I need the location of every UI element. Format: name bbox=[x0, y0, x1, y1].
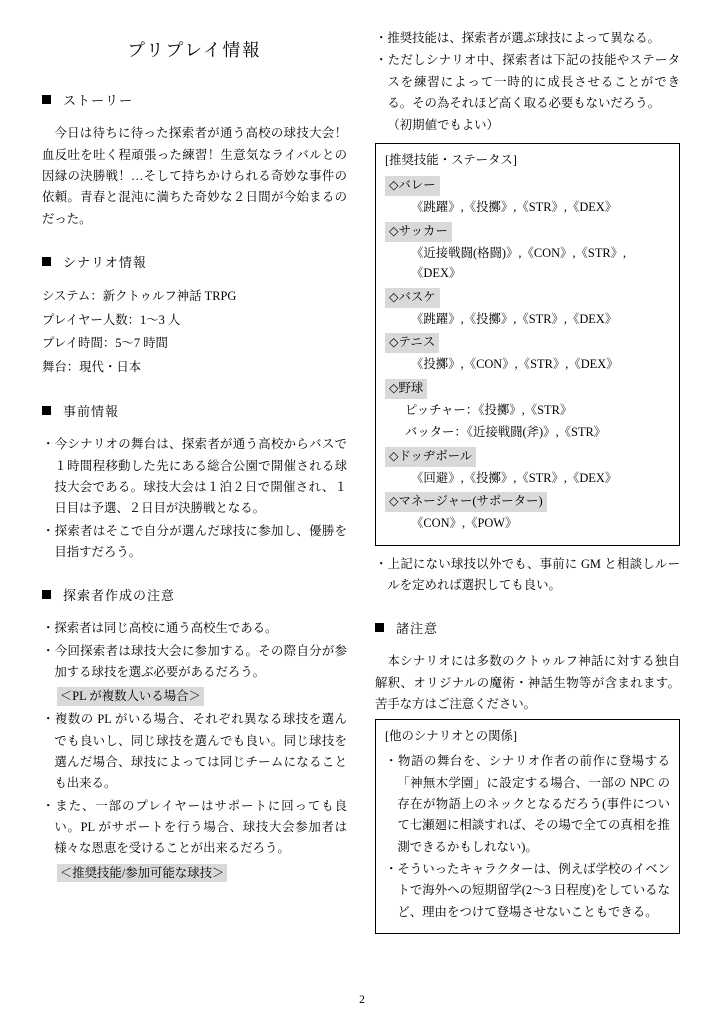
skill-entry-stats: 《投擲》,《CON》,《STR》,《DEX》 bbox=[411, 357, 619, 372]
skill-entry-stats: 《CON》,《POW》 bbox=[411, 516, 518, 531]
subheading-multi-pl bbox=[42, 686, 347, 706]
skill-entry-stats: 《回避》,《投擲》,《STR》,《DEX》 bbox=[411, 470, 618, 485]
skill-entry-name: ◇バスケ bbox=[385, 288, 440, 308]
skill-entry bbox=[385, 377, 670, 443]
section-heading-label: ストーリー bbox=[63, 93, 134, 109]
list-item: ・探索者は同じ高校に通う高校生である。 bbox=[42, 621, 278, 636]
list-item: ・物語の舞台を、シナリオ作者の前作に登場する「神無木学園」に設定する場合、一部の NPC の存在が物語上のネックとなるだろう(事件について七瀬廻に相談すれば、その場で全ての真相を推測できるかもしれない)。 bbox=[385, 754, 670, 854]
relation-box bbox=[375, 719, 680, 933]
two-column-layout bbox=[42, 28, 682, 968]
scenario-info-row: プレイ時間：5〜7 時間 bbox=[42, 336, 168, 351]
section-heading-label: 諸注意 bbox=[396, 621, 439, 637]
scenario-info-row: システム：新クトゥルフ神話 TRPG bbox=[42, 289, 237, 304]
note-initial-value: （初期値でもよい） bbox=[387, 118, 499, 133]
section-heading-pre-info bbox=[42, 401, 347, 422]
section-heading-label: 事前情報 bbox=[63, 404, 120, 420]
left-column bbox=[42, 28, 347, 968]
section-heading-label: シナリオ情報 bbox=[63, 255, 147, 271]
skill-entry-stats: 《跳躍》,《投擲》,《STR》,《DEX》 bbox=[411, 200, 618, 215]
skill-entry bbox=[385, 490, 670, 533]
skill-entry-name: ◇テニス bbox=[385, 333, 439, 353]
list-item: ・また、一部のプレイヤーはサポートに回っても良い。PL がサポートを行う場合、球技大会参加者は様々な恩恵を受けることが出来るだろう。 bbox=[42, 798, 347, 856]
skill-entry-stats: バッター：《近接戦闘(斧)》,《STR》 bbox=[404, 425, 607, 440]
list-item: ・探索者はそこで自分が選んだ球技に参加し、優勝を目指すだろう。 bbox=[42, 523, 347, 560]
list-item: ・推奨技能は、探索者が選ぶ球技によって異なる。 bbox=[375, 31, 660, 45]
skill-entry bbox=[385, 174, 670, 217]
box-title: [他のシナリオとの関係] bbox=[385, 729, 518, 744]
square-bullet-icon bbox=[42, 406, 51, 415]
page-number: 2 bbox=[359, 994, 365, 1006]
recommended-skills-box bbox=[375, 143, 680, 546]
square-bullet-icon bbox=[375, 623, 384, 632]
list-item: ・ただしシナリオ中、探索者は下記の技能やステータスを練習によって一時的に成長させることができる。その為それほど高く取る必要もないだろう。 bbox=[375, 53, 680, 110]
list-item: ・上記にない球技以外でも、事前に GM と相談しルールを定めれば選択しても良い。 bbox=[375, 556, 680, 593]
subheading-recommended-skills bbox=[42, 863, 347, 883]
square-bullet-icon bbox=[42, 257, 51, 266]
skill-entry-stats: 《近接戦闘(格闘)》,《CON》,《STR》,《DEX》 bbox=[411, 245, 627, 281]
skill-entry bbox=[385, 445, 670, 488]
list-item: ・複数の PL がいる場合、それぞれ異なる球技を選んでも良いし、同じ球技を選んでも良い。同じ球技を選んだ場合、球技によっては同じチームになることも出来る。 bbox=[42, 712, 347, 791]
list-item: ・そういったキャラクターは、例えば学校のイベントで海外への短期留学(2〜3 日程度)をしているなど、理由をつけて登場させないこともできる。 bbox=[385, 861, 670, 919]
square-bullet-icon bbox=[42, 95, 51, 104]
skill-entry-stats: ピッチャー：《投擲》,《STR》 bbox=[404, 402, 573, 417]
section-heading-scenario-info bbox=[42, 252, 347, 273]
list-item: ・今回探索者は球技大会に参加する。その際自分が参加する球技を選ぶ必要があるだろう。 bbox=[42, 643, 347, 680]
skill-entry-name: ◇マネージャー(サポーター) bbox=[385, 492, 547, 512]
section-heading-creation-notes bbox=[42, 585, 347, 606]
skill-entry bbox=[385, 331, 670, 374]
skill-entry-name: ◇サッカー bbox=[385, 222, 452, 242]
section-heading-label: 探索者作成の注意 bbox=[63, 588, 176, 604]
skill-entry-name: ◇バレー bbox=[385, 176, 440, 196]
right-column bbox=[375, 28, 680, 968]
scenario-info-row: 舞台：現代・日本 bbox=[42, 359, 142, 374]
skill-entry-stats: 《跳躍》,《投擲》,《STR》,《DEX》 bbox=[411, 311, 618, 326]
subheading-label: ＜推奨技能/参加可能な球技＞ bbox=[57, 864, 228, 883]
subheading-label: ＜PL が複数人いる場合＞ bbox=[57, 687, 204, 706]
skill-entry bbox=[385, 220, 670, 284]
section-heading-story bbox=[42, 90, 347, 111]
box-title: [推奨技能・ステータス] bbox=[385, 152, 517, 167]
scenario-info-row: プレイヤー人数：1〜3 人 bbox=[42, 312, 181, 327]
skill-entry-name: ◇野球 bbox=[385, 379, 427, 399]
notices-body: 本シナリオには多数のクトゥルフ神話に対する独自解釈、オリジナルの魔術・神話生物等が含まれます。苦手な方はご注意ください。 bbox=[375, 654, 680, 712]
list-item: ・今シナリオの舞台は、探索者が通う高校からバスで１時間程移動した先にある総合公園で開催される球技大会である。球技大会は１泊２日で開催され、１日目は予選、２日目が決勝戦となる。 bbox=[42, 437, 347, 516]
skill-entry bbox=[385, 286, 670, 329]
square-bullet-icon bbox=[42, 590, 51, 599]
skill-entry-name: ◇ドッヂボール bbox=[385, 447, 476, 467]
story-body: 今日は待ちに待った探索者が通う高校の球技大会！血反吐を吐く程頑張った練習！生意気なライバルとの因縁の決勝戦！…そして持ちかけられる奇妙な事件の依頼。青春と混沌に満ちた奇妙な２日間が今始まるのだった。 bbox=[42, 126, 347, 226]
section-heading-notices bbox=[375, 618, 680, 639]
page-title: プリプレイ情報 bbox=[127, 40, 262, 60]
